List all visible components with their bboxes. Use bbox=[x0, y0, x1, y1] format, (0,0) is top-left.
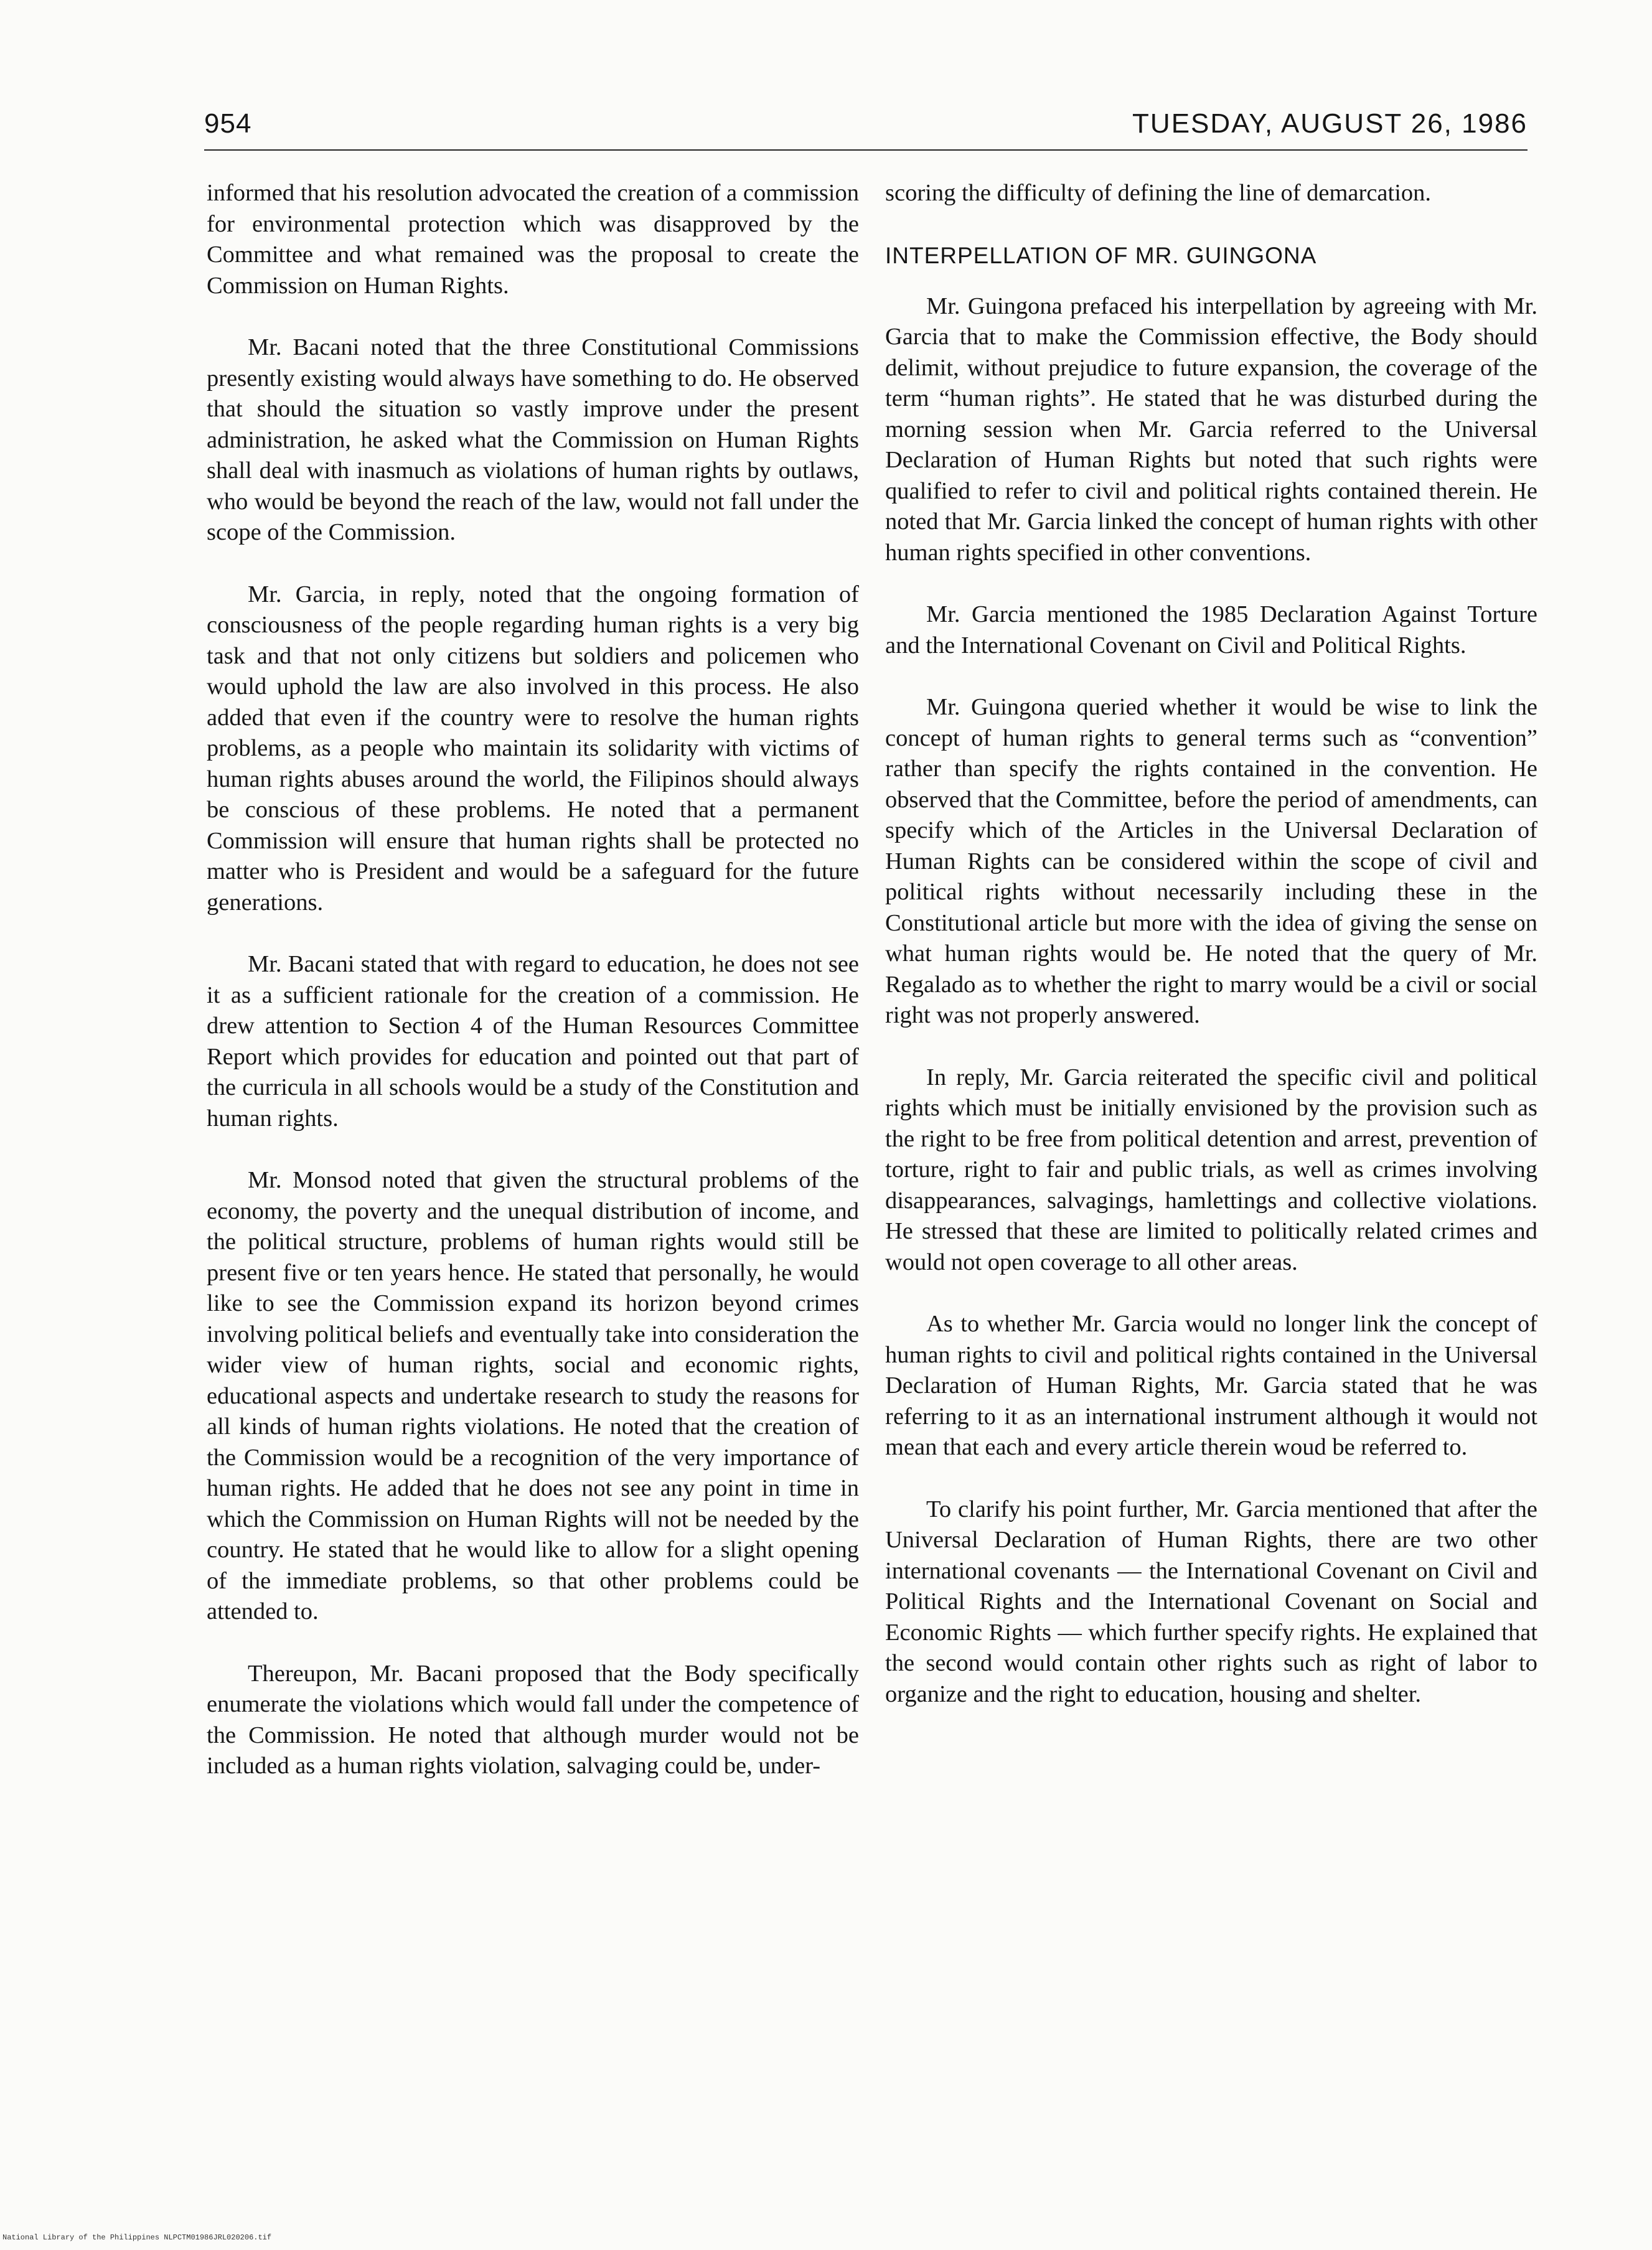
session-date: TUESDAY, AUGUST 26, 1986 bbox=[1132, 108, 1528, 139]
paragraph: Mr. Guingona queried whether it would be wise to link the concept of human rights to general terms such as “convention” rather than specify the rights contained in the convention. He observed that the Committee, before the period of amendments, can specify which of the Articles in the Universal Declaration of Human Rights can be considered within the scope of civil and political rights without necessarily including these in the Constitutional article but more with the idea of giving the sense on what human rights would be. He noted that the query of Mr. Regalado as to whether the right to marry would be a civil or social right was not properly answered. bbox=[885, 694, 1537, 1028]
paragraph: In reply, Mr. Garcia reiterated the specific civil and political rights which must be initially envisioned by the provision such as the right to be free from political detention and arrest, prevention of torture, right to fair and public trials, as well as crimes involving disappearances, salvagings, hamlettings and collective violations. He stressed that these are limited to politically related crimes and would not open coverage to all other areas. bbox=[885, 1064, 1537, 1275]
paragraph: Mr. Garcia, in reply, noted that the ongoing formation of consciousness of the people regarding human rights is a very big task and that not only citizens but soldiers and policemen who would uphold the law are also involved in this process. He also added that even if the country were to resolve the human rights problems, as a people who maintain its solidarity with victims of human rights abuses around the world, the Filipinos should always be conscious of these problems. He noted that a permanent Commission will ensure that human rights shall be protected no matter who is President and would be a safeguard for the future generations. bbox=[207, 581, 859, 916]
paragraph: informed that his resolution advocated the creation of a commission for environmental protection which was disapproved by the Committee and what remained was the proposal to create the Commission on Human Rights. bbox=[207, 180, 859, 299]
page-number: 954 bbox=[204, 108, 252, 139]
paragraph: Mr. Bacani stated that with regard to education, he does not see it as a sufficient rationale for the creation of a commission. He drew attention to Section 4 of the Human Resources Committee Report which provides for education and pointed out that part of the curricula in all schools would be a study of the Constitution and human rights. bbox=[207, 951, 859, 1132]
paragraph: Mr. Bacani noted that the three Constitutional Commissions presently existing would always have something to do. He observed that should the situation so vastly improve under the present administration, he asked what the Commission on Human Rights shall deal with inasmuch as violations of human rights by outlaws, who would be beyond the reach of the law, would not fall under the scope of the Commission. bbox=[207, 334, 859, 545]
paragraph: Mr. Guingona prefaced his interpellation by agreeing with Mr. Garcia that to make the Commission effective, the Body should delimit, without prejudice to future expansion, the coverage of the term “human rights”. He stated that he was disturbed during the morning session when Mr. Garcia referred to the Universal Declaration of Human Rights but noted that such rights were qualified to refer to civil and political rights contained therein. He noted that Mr. Garcia linked the concept of human rights with other human rights specified in other conventions. bbox=[885, 293, 1537, 566]
paragraph: As to whether Mr. Garcia would no longer link the concept of human rights to civil and political rights contained in the Universal Declaration of Human Rights, Mr. Garcia stated that he was referring to it as an international instrument although it would not mean that each and every article therein woud be referred to. bbox=[885, 1311, 1537, 1460]
section-heading: INTERPELLATION OF MR. GUINGONA bbox=[885, 242, 1317, 268]
paragraph-continuation: scoring the difficulty of defining the line of demarcation. bbox=[885, 180, 1432, 206]
paragraph: Thereupon, Mr. Bacani proposed that the Body specifically enumerate the violations which would fall under the competence of the Commission. He noted that although murder would not be included as a human rights violation, salvaging could be, under- bbox=[207, 1660, 859, 1779]
header-rule bbox=[204, 149, 1528, 151]
right-column bbox=[885, 178, 1537, 1741]
scan-source-footer: National Library of the Philippines NLPCTM01986JRL020206.tif bbox=[2, 2233, 272, 2242]
left-column bbox=[207, 178, 859, 1813]
paragraph: To clarify his point further, Mr. Garcia mentioned that after the Universal Declaration of Human Rights, there are two other international covenants — the International Covenant on Civil and Political Rights and the International Covenant on Social and Economic Rights — which further specify rights. He explained that the second would contain other rights such as right of labor to organize and the right to education, housing and shelter. bbox=[885, 1496, 1537, 1707]
paragraph: Mr. Monsod noted that given the structural problems of the economy, the poverty and the unequal distribution of income, and the political structure, problems of human rights would still be present five or ten years hence. He stated that personally, he would like to see the Commission expand its horizon beyond crimes involving political beliefs and eventually take into consideration the wider view of human rights, social and economic rights, educational aspects and undertake research to study the reasons for all kinds of human rights violations. He noted that the creation of the Commission would be a recognition of the very importance of human rights. He added that he does not see any point in time in which the Commission on Human Rights will not be needed by the country. He stated that he would like to allow for a slight opening of the immediate problems, so that other problems could be attended to. bbox=[207, 1167, 859, 1624]
paragraph: Mr. Garcia mentioned the 1985 Declaration Against Torture and the International Covenant on Civil and Political Rights. bbox=[885, 601, 1537, 659]
